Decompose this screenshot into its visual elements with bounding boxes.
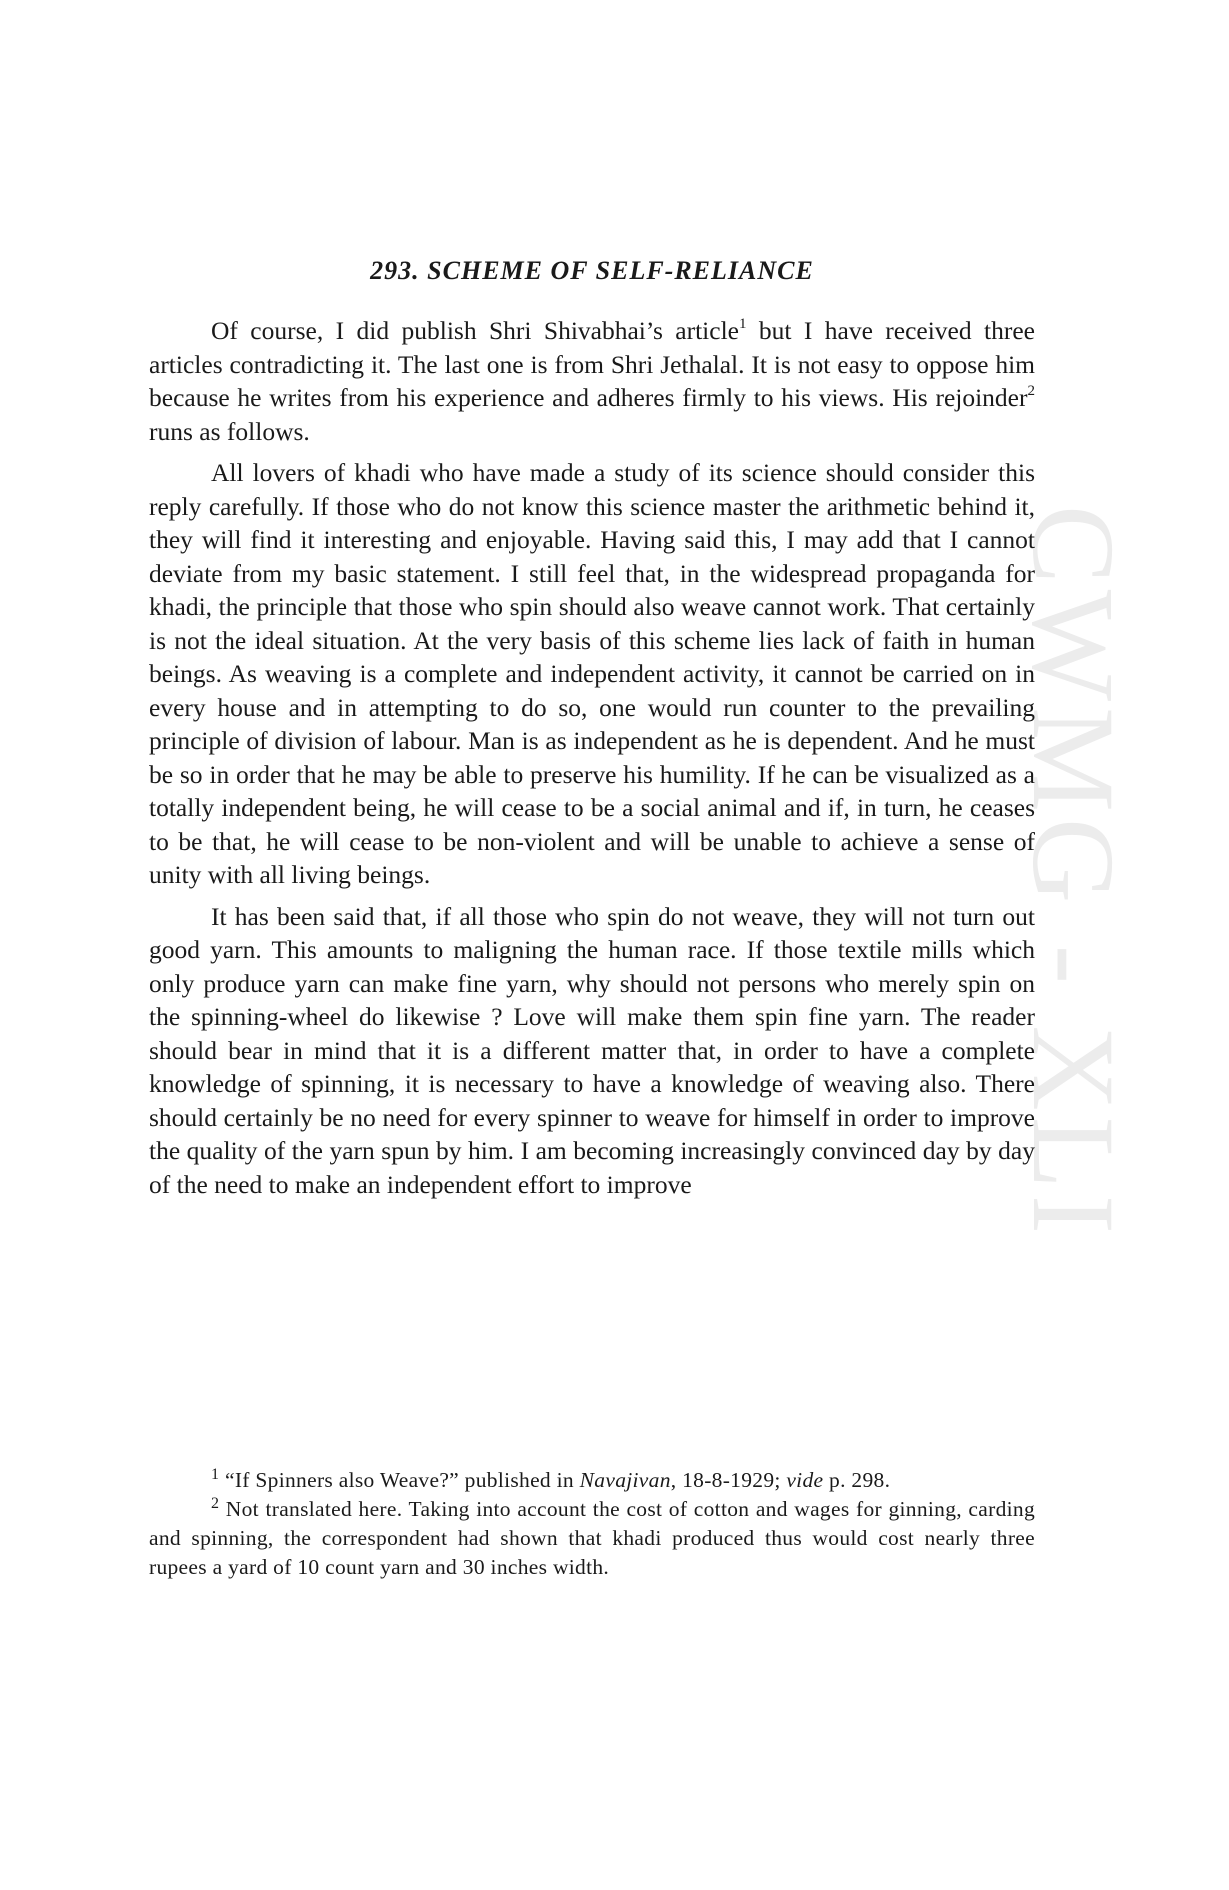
watermark: CWMG - XLI [1008, 505, 1139, 1241]
paragraph-1-text-c: runs as follows. [149, 416, 310, 446]
footnote-ref-1: 1 [738, 316, 747, 333]
footnote-1-publication: Navajivan [579, 1468, 671, 1492]
footnote-1-text-b: , 18-8-1929; [670, 1468, 787, 1492]
paragraph-1 [149, 314, 1035, 448]
footnote-1-text-c: p. 298. [823, 1468, 891, 1492]
footnote-1-text-a: “If Spinners also Weave?” published in [219, 1468, 580, 1492]
footnote-2-text: Not translated here. Taking into account the cost of cotton and wages for ginning, carding and spinning, the correspondent had shown that khadi produced thus would cost nearly three rupees a yard of 10 count yarn and 30 inches width. [149, 1497, 1035, 1579]
footnote-1 [149, 1466, 1035, 1495]
footnote-1-vide: vide [786, 1468, 824, 1492]
paragraph-3: It has been said that, if all those who spin do not weave, they will not turn out good yarn. This amounts to maligning the human race. If those textile mills which only produce yarn can make fine yarn, why should not persons who merely spin on the spinning-wheel do likewise ? Love will make them spin fine yarn. The reader should bear in mind that it is a different matter that, in order to have a complete knowledge of spinning, it is necessary to have a knowledge of weaving also. There should certainly be no need for every spinner to weave for himself in order to improve the quality of the yarn spun by him. I am becoming increasingly convinced day by day of the need to make an independent effort to improve [149, 901, 1035, 1199]
footnote-ref-2: 2 [1027, 383, 1035, 400]
paragraph-1-text-b: but I have received three articles contradicting it. The last one is from Shri Jethalal. It is not easy to oppose him because he writes from his experience and adheres firmly to his views. His rejoinder [149, 316, 1035, 413]
paragraph-2: All lovers of khadi who have made a study of its science should consider this reply carefully. If those who do not know this science master the arithmetic behind it, they will find it interesting and enjoyable. Having said this, I may add that I cannot deviate from my basic statement. I still feel that, in the widespread propaganda for khadi, the principle that those who spin should also weave cannot work. That certainly is not the ideal situation. At the very basis of this scheme lies lack of faith in human beings. As weaving is a complete and independent activity, it cannot be carried on in every house and in attempting to do so, one would run counter to the prevailing principle of division of labour. Man is as independent as he is dependent. And he must be so in order that he may be able to preserve his humility. If he can be visualized as a totally independent being, he will cease to be a social animal and if, in turn, he ceases to be that, he will cease to be non-violent and will be unable to achieve a sense of unity with all living beings. [149, 458, 1035, 890]
article-title: 293. SCHEME OF SELF-RELIANCE [370, 256, 814, 285]
article [149, 255, 1035, 1201]
footnote-2-number: 2 [211, 1495, 220, 1512]
footnotes [149, 1466, 1035, 1582]
footnote-1-number: 1 [211, 1466, 220, 1483]
paragraph-1-text-a: Of course, I did publish Shri Shivabhai’s article [211, 316, 739, 346]
footnote-2 [149, 1495, 1035, 1582]
